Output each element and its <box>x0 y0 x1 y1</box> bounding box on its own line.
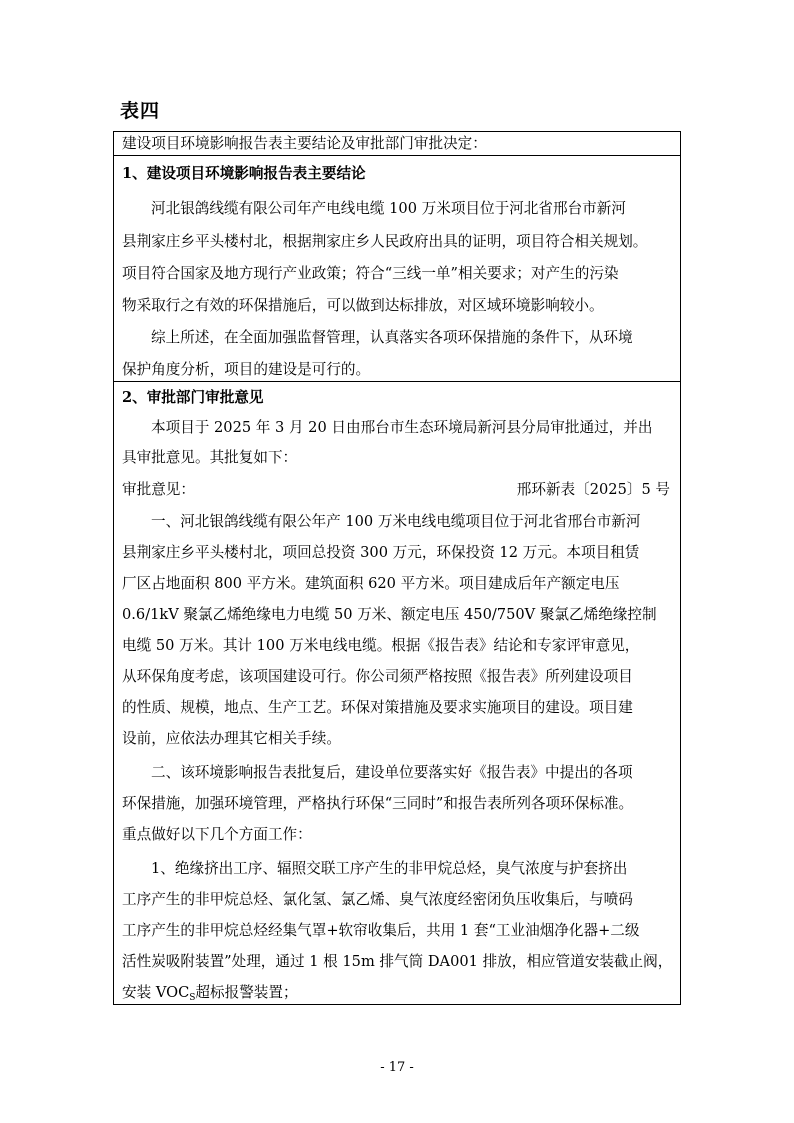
section-1 <box>114 156 680 382</box>
opinion-paragraph-1-line: 的性质、规模，地点、生产工艺。环保对策措施及要求实施项目的建设。项目建 <box>122 699 633 716</box>
opinion-paragraph-3-line: 活性炭吸附装置”处理，通过 1 根 15m 排气筒 DA001 排放，相应管道安装截止阀， <box>122 953 673 970</box>
document-table <box>113 131 681 1005</box>
opinion-paragraph-3-line: 工序产生的非甲烷总烃、氯化氢、氯乙烯、臭气浓度经密闭负压收集后，与喷码 <box>122 891 633 908</box>
last-line-suffix: 超标报警装置； <box>195 984 298 1001</box>
section-2-intro-line: 具审批意见。其批复如下： <box>122 449 298 466</box>
opinion-label: 审批意见： <box>122 481 195 498</box>
last-line-prefix: 安装 VOC <box>122 984 190 1001</box>
section-1-line: 河北银鸽线缆有限公司年产电线电缆 100 万米项目位于河北省邢台市新河 <box>151 200 626 217</box>
header-text: 建设项目环境影响报告表主要结论及审批部门审批决定： <box>122 135 487 152</box>
opinion-paragraph-1-line: 一、河北银鸽线缆有限公年产 100 万米电线电缆项目位于河北省邢台市新河 <box>151 513 641 530</box>
opinion-paragraph-1-line: 设前，应依法办理其它相关手续。 <box>122 730 341 747</box>
opinion-paragraph-3-line: 1、绝缘挤出工序、辐照交联工序产生的非甲烷总烃，臭气浓度与护套挤出 <box>151 860 628 877</box>
section-1-line: 物采取行之有效的环保措施后，可以做到达标排放，对区域环境影响较小。 <box>122 297 604 314</box>
opinion-paragraph-1-line: 从环保角度考虑，该项国建设可行。你公司须严格按照《报告表》所列建设项目 <box>122 668 633 685</box>
section-2-heading: 2、审批部门审批意见 <box>122 389 264 406</box>
section-1-line: 县荆家庄乡平头楼村北，根据荆家庄乡人民政府出具的证明，项目符合相关规划。 <box>122 233 648 250</box>
section-1-line: 项目符合国家及地方现行产业政策；符合“三线一单”相关要求；对产生的污染 <box>122 265 619 282</box>
page-title: 表四 <box>120 100 161 122</box>
section-2 <box>114 382 680 1006</box>
opinion-paragraph-1-line: 厂区占地面积 800 平方米。建筑面积 620 平方米。项目建成后年产额定电压 <box>122 575 620 592</box>
section-2-intro-line: 本项目于 2025 年 3 月 20 日由邢台市生态环境局新河县分局审批通过，并出 <box>151 419 653 436</box>
opinion-paragraph-3-line: 工序产生的非甲烷总烃经集气罩+软帘收集后，共用 1 套“工业油烟净化器+二级 <box>122 922 640 939</box>
last-line-subscript: S <box>189 993 196 1003</box>
section-1-line: 综上所述，在全面加强监督管理，认真落实各项环保措施的条件下，从环境 <box>151 329 633 346</box>
opinion-paragraph-1-line: 县荆家庄乡平头楼村北，项回总投资 300 万元，环保投资 12 万元。本项目租赁 <box>122 544 640 561</box>
opinion-paragraph-3-last-line <box>122 984 674 1007</box>
section-1-heading: 1、建设项目环境影响报告表主要结论 <box>122 165 366 182</box>
opinion-paragraph-1-line: 电缆 50 万米。其计 100 万米电线电缆。根据《报告表》结论和专家评审意见， <box>122 637 640 654</box>
page-number: - 17 - <box>380 1060 414 1075</box>
section-1-line: 保护角度分析，项目的建设是可行的。 <box>122 361 371 378</box>
document-number: 邢环新表〔2025〕5 号 <box>516 481 670 498</box>
header-row <box>114 132 680 156</box>
opinion-paragraph-2-line: 二、该环境影响报告表批复后，建设单位要落实好《报告表》中提出的各项 <box>151 764 633 781</box>
opinion-paragraph-2-line: 重点做好以下几个方面工作： <box>122 826 312 843</box>
opinion-paragraph-2-line: 环保措施，加强环境管理，严格执行环保“三同时”和报告表所列各项环保标准。 <box>122 795 634 812</box>
opinion-paragraph-1-line: 0.6/1kV 聚氯乙烯绝缘电力电缆 50 万米、额定电压 450/750V 聚氯乙烯绝缘控制 <box>122 606 657 623</box>
